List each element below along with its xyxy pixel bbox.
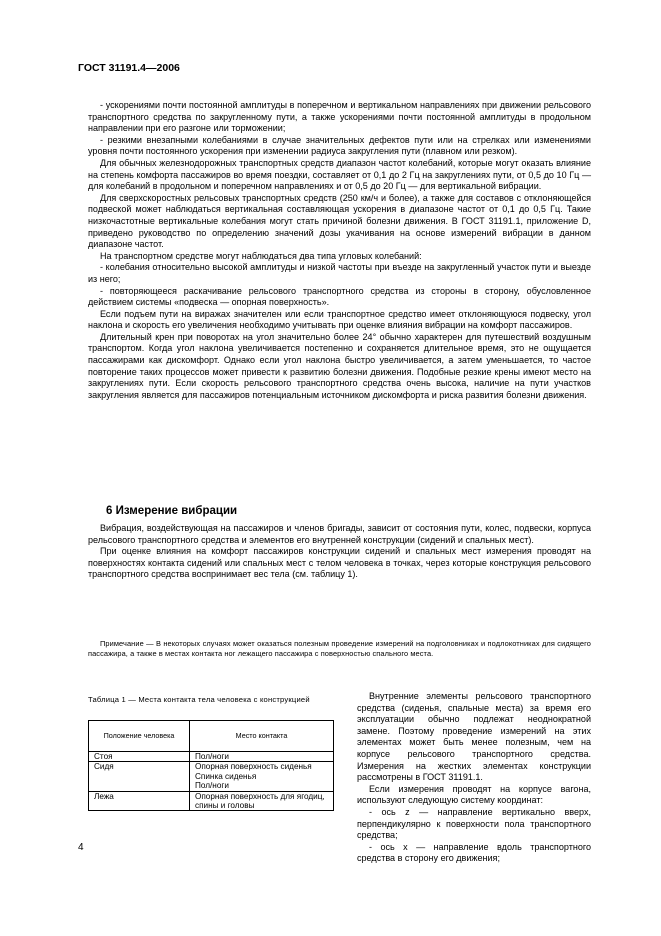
note	[88, 639, 591, 658]
paragraph: Если измерения проводят на корпусе вагона, используют следующую систему координат:	[357, 783, 591, 806]
paragraph: - ускорениями почти постоянной амплитуды в поперечном и вертикальном направлениях при движении рельсового транспортного средства по закругленному пути, а также ускорениями почти постоянной амплитуды в продольном направлении при его разгоне или торможении;	[88, 100, 591, 134]
paragraph: Вибрация, воздействующая на пассажиров и членов бригады, зависит от состояния пути, колес, подвески, корпуса рельсового транспортного средства и элементов его внутренней конструкции (сидений и спальных мест).	[88, 523, 591, 545]
table-cell: Сидя	[89, 762, 190, 791]
table-cell	[190, 762, 334, 791]
paragraph: - ось z — направление вертикально вверх, перпендикулярно к поверхности пола транспортного средства;	[357, 806, 591, 841]
table-header-row	[89, 721, 334, 752]
table-1	[88, 720, 334, 811]
paragraph: На транспортном средстве могут наблюдаться два типа угловых колебаний:	[100, 250, 422, 261]
table-cell	[190, 752, 334, 762]
contact-line: Пол/ноги	[195, 752, 229, 761]
note-text: Примечание — В некоторых случаях может оказаться полезным проведение измерений на подголовниках и подлокотниках для сидящего пассажира, а также в местах контакта ног лежащего пассажира с поверхностью спального места.	[88, 639, 591, 658]
page-number: 4	[78, 842, 84, 853]
contact-line: Опорная поверхность сиденья	[195, 762, 312, 772]
paragraph: При оценке влияния на комфорт пассажиров конструкции сидений и спальных мест измерения проводят на поверхностях контакта сидений или спальных мест с телом человека в точках, через которые конструкция рельсового транспортного средства воспринимает вес тела (см. таблицу 1).	[88, 546, 591, 580]
table-caption: Таблица 1 — Места контакта тела человека с конструкцией	[88, 695, 310, 704]
paragraph: Длительный крен при поворотах на угол значительно более 24° обычно характерен для путешествий воздушным транспортом. Когда угол наклона увеличивается постепенно и сохраняется длительное время, это не ощущается пассажирами как дискомфорт. Однако если угол наклона быстро увеличивается, а затем уменьшается, то частое повторение таких процессов может привести к развитию болезни движения. Подобные резкие крены имеют место на закруглениях пути. Если скорость рельсового транспортного средства очень высока, наличие на пути участков закругления является для пассажиров потенциальным источником дискомфорта и риска развития болезни движения.	[88, 331, 591, 400]
contact-line: Пол/ноги	[195, 781, 229, 791]
table-cell	[190, 791, 334, 811]
table-cell: Лежа	[89, 791, 190, 811]
section-body	[88, 523, 591, 581]
paragraph: Для обычных железнодорожных транспортных средств диапазон частот колебаний, которые могут оказать влияние на степень комфорта пассажиров во время поездки, составляет от 0,1 до 2 Гц на закруглениях пути, от 0,5 до 10 Гц — для колебаний в продольном и поперечном направлениях и от 0,5 до 20 Гц — для вертикальной вибрации.	[88, 157, 591, 192]
body-text	[88, 100, 591, 401]
table-row	[89, 762, 334, 791]
table-cell: Стоя	[89, 752, 190, 762]
paragraph: Для сверхскоростных рельсовых транспортных средств (250 км/ч и более), а также для составов с отклоняющейся подвеской может наблюдаться вертикальная составляющая ускорения в диапазоне частот от 0,1 до 0,5 Гц. Такие низкочастотные вертикальные колебания могут стать причиной болезни движения. В ГОСТ 31191.1, приложение D, приведено руководство по определению значений дозы укачивания на основе измерений вибрации в данном диапазоне частот.	[88, 192, 591, 250]
column-header: Место контакта	[190, 721, 334, 752]
contact-line: Опорная поверхность для ягодиц, спины и головы	[195, 791, 325, 811]
column-header: Положение человека	[89, 721, 190, 752]
paragraph: Если подъем пути на виражах значителен или если транспортное средство имеет отклоняющуюся подвеску, угол наклона и скорость его увеличения необходимо учитывать при оценке влияния вибрации на комфорт пассажиров.	[88, 308, 591, 331]
right-column-text	[357, 691, 591, 865]
contact-line: Спинка сиденья	[195, 771, 257, 781]
paragraph: - ось x — направление вдоль транспортного средства в сторону его движения;	[357, 841, 591, 864]
paragraph: Внутренние элементы рельсового транспортного средства (сиденья, спальные места) за время его эксплуатации обычно подлежат неоднократной замене. Поэтому проведение измерений на этих элементах может быть менее полезным, чем на корпусе рельсового транспортного средства. Измерения на жестких элементах конструкции рассмотрены в ГОСТ 31191.1.	[357, 691, 591, 783]
paragraph: - колебания относительно высокой амплитуды и низкой частоты при въезде на закругленный участок пути и выезде из него;	[88, 262, 591, 284]
paragraph: - резкими внезапными колебаниями в случае значительных дефектов пути или на стрелках или изменениями уровня почти постоянного ускорения при изменении радиуса закругления пути (плавном или резком).	[88, 134, 591, 157]
section-heading: 6 Измерение вибрации	[106, 505, 238, 517]
table-row	[89, 791, 334, 811]
document-header: ГОСТ 31191.4—2006	[78, 62, 180, 74]
table-row	[89, 752, 334, 762]
paragraph: - повторяющееся раскачивание рельсового транспортного средства из стороны в сторону, обусловленное действием системы «подвеска — опорная поверхность».	[88, 285, 591, 308]
